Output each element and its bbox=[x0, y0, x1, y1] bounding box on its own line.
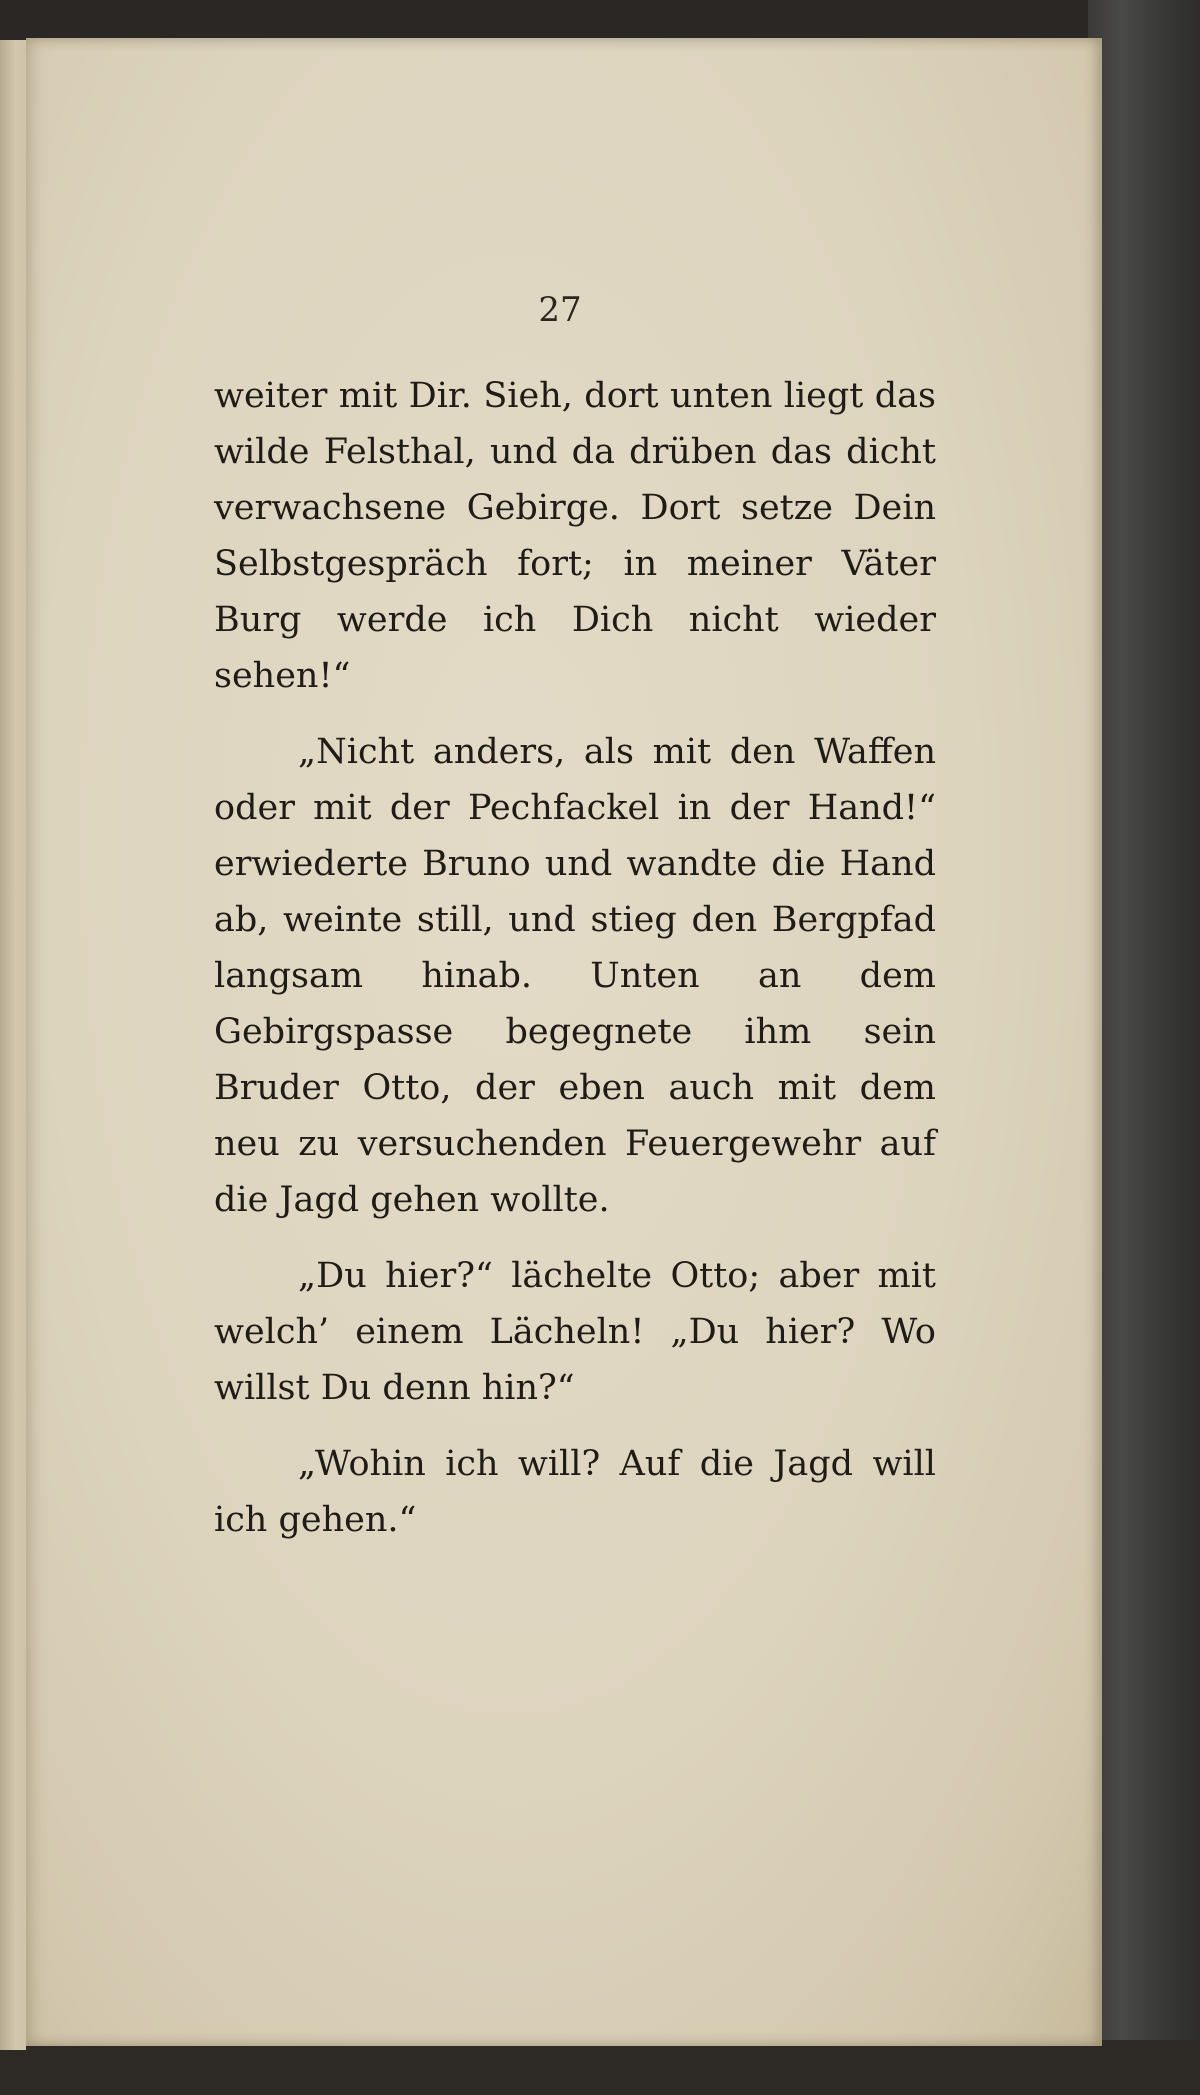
page-text bbox=[214, 368, 936, 1548]
book-cover-bottom bbox=[0, 2040, 1200, 2095]
paragraph-3: „Du hier?“ lächelte Otto; aber mit welch’ einem Lächeln! „Du hier? Wo willst Du denn hin?“ bbox=[214, 1256, 936, 1408]
page-number: 27 bbox=[538, 290, 582, 330]
book-cover-edge bbox=[1088, 0, 1200, 2095]
paragraph-4: „Wohin ich will? Auf die Jagd will ich gehen.“ bbox=[214, 1444, 936, 1540]
paragraph-2: „Nicht anders, als mit den Waffen oder mit der Pechfackel in der Hand!“ erwiederte Bruno und wandte die Hand ab, weinte still, und stieg den Bergpfad langsam hinab. Unten an dem Gebirgspasse begegnete ihm sein Bruder Otto, der eben auch mit dem neu zu versuchenden Feuergewehr auf die Jagd gehen wollte. bbox=[214, 732, 936, 1220]
paragraph-1: weiter mit Dir. Sieh, dort unten liegt das wilde Felsthal, und da drüben das dicht verwachsene Gebirge. Dort setze Dein Selbstgespräch fort; in meiner Väter Burg werde ich Dich nicht wieder sehen!“ bbox=[214, 376, 936, 696]
page-gutter bbox=[0, 40, 26, 2050]
book-page bbox=[26, 38, 1102, 2046]
